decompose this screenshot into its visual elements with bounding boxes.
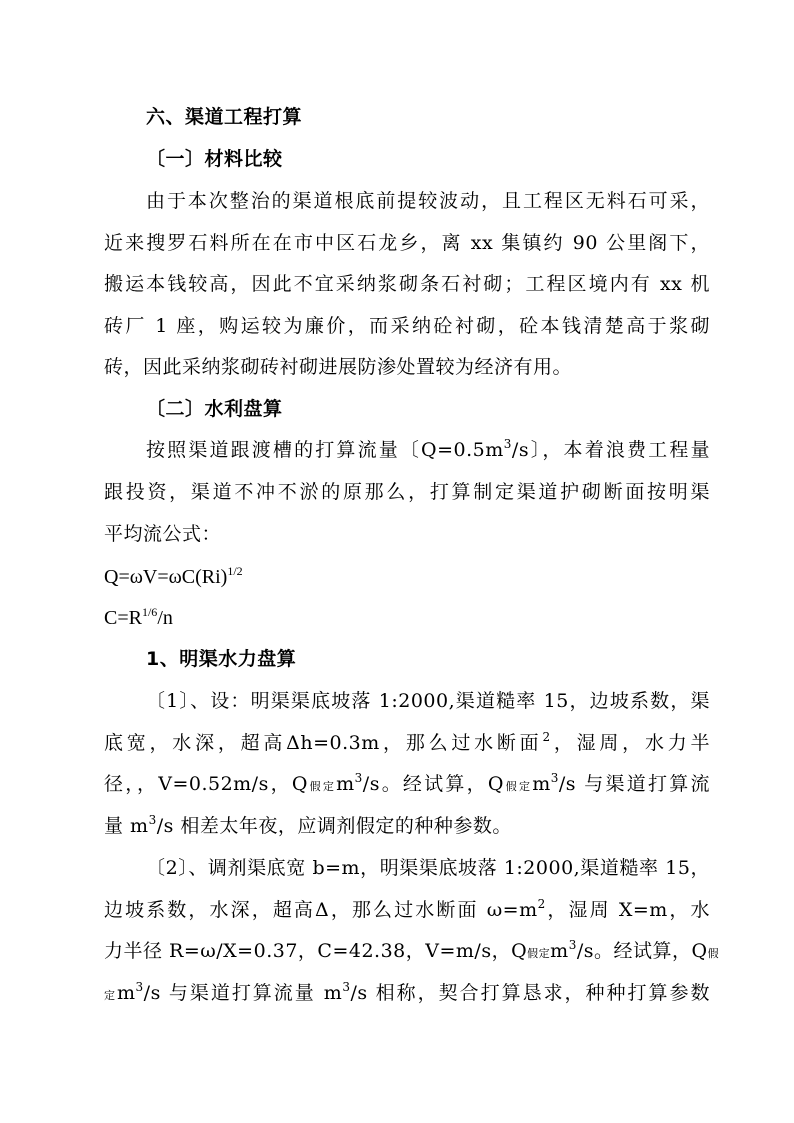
paragraph-1-line-1: 由于本次整治的渠道根底前提较波动，且工程区无料石可采，: [146, 190, 710, 212]
paragraph-4-line-4: 定$m^3/s$ 与渠道打算流量 $m^3/s$ 相称，契合打算恳求，种种打算参数: [104, 980, 710, 1004]
paragraph-3-line-4: 量 $m^3/s$ 相差太年夜，应调剂假定的种种参数。: [104, 813, 512, 837]
section-heading-1: 1、明渠水力盘算: [146, 648, 297, 670]
paragraph-3-line-3: 径，，V=0.52m/s，Q假定$m^3/s$。经试算，Q假定$m^3/s$ 与渠道打算流: [104, 771, 711, 795]
subheading-hydraulics: 〔二〕水利盘算: [146, 398, 283, 420]
section-heading-6: 六、渠道工程打算: [146, 106, 303, 128]
paragraph-4-line-3: 力半径 R=ω/X=0.37，C=42.38，V=m/s，Q假定$m^3/s$。经试算，Q假: [104, 938, 720, 962]
paragraph-3-line-1: 〔1〕、设：明渠渠底坡落 1:2000,渠道糙率 15，边坡系数，渠: [146, 690, 710, 712]
paragraph-1-line-4: 砖厂 1 座，购运较为廉价，而采纳砼衬砌，砼本钱清楚高于浆砌: [104, 315, 710, 337]
paragraph-4-line-1: 〔2〕、调剂渠底宽 b=m，明渠渠底坡落 1:2000,渠道糙率 15，: [146, 857, 710, 879]
formula-chezy: $C=R^{1/6}/n$: [104, 605, 173, 629]
paragraph-2-line-3: 平均流公式：: [104, 523, 222, 545]
formula-discharge: $Q=\omega V=\omega C(Ri)^{1/2}$: [104, 564, 243, 588]
paragraph-3-line-2: 底宽，水深，超高Δh=0.3m，那么过水断面$^2$，湿周，水力半: [104, 730, 710, 754]
paragraph-2-line-2: 跟投资，渠道不冲不淤的原那么，打算制定渠道护砌断面按明渠: [104, 481, 710, 503]
paragraph-4-line-2: 边坡系数，水深，超高Δ，那么过水断面 $\omega=m^2$，湿周 X=m，水: [104, 897, 710, 921]
subheading-materials: 〔一〕材料比较: [146, 148, 283, 170]
paragraph-2-line-1: 按照渠道跟渡槽的打算流量〔$Q=0.5m^3/s$〕，本着浪费工程量: [146, 437, 710, 461]
paragraph-1-line-3: 搬运本钱较高，因此不宜采纳浆砌条石衬砌；工程区境内有 xx 机: [104, 273, 710, 295]
paragraph-1-line-5: 砖，因此采纳浆砌砖衬砌进展防渗处置较为经济有用。: [104, 356, 573, 378]
paragraph-1-line-2: 近来搜罗石料所在在市中区石龙乡，离 xx 集镇约 90 公里阁下，: [104, 232, 710, 254]
